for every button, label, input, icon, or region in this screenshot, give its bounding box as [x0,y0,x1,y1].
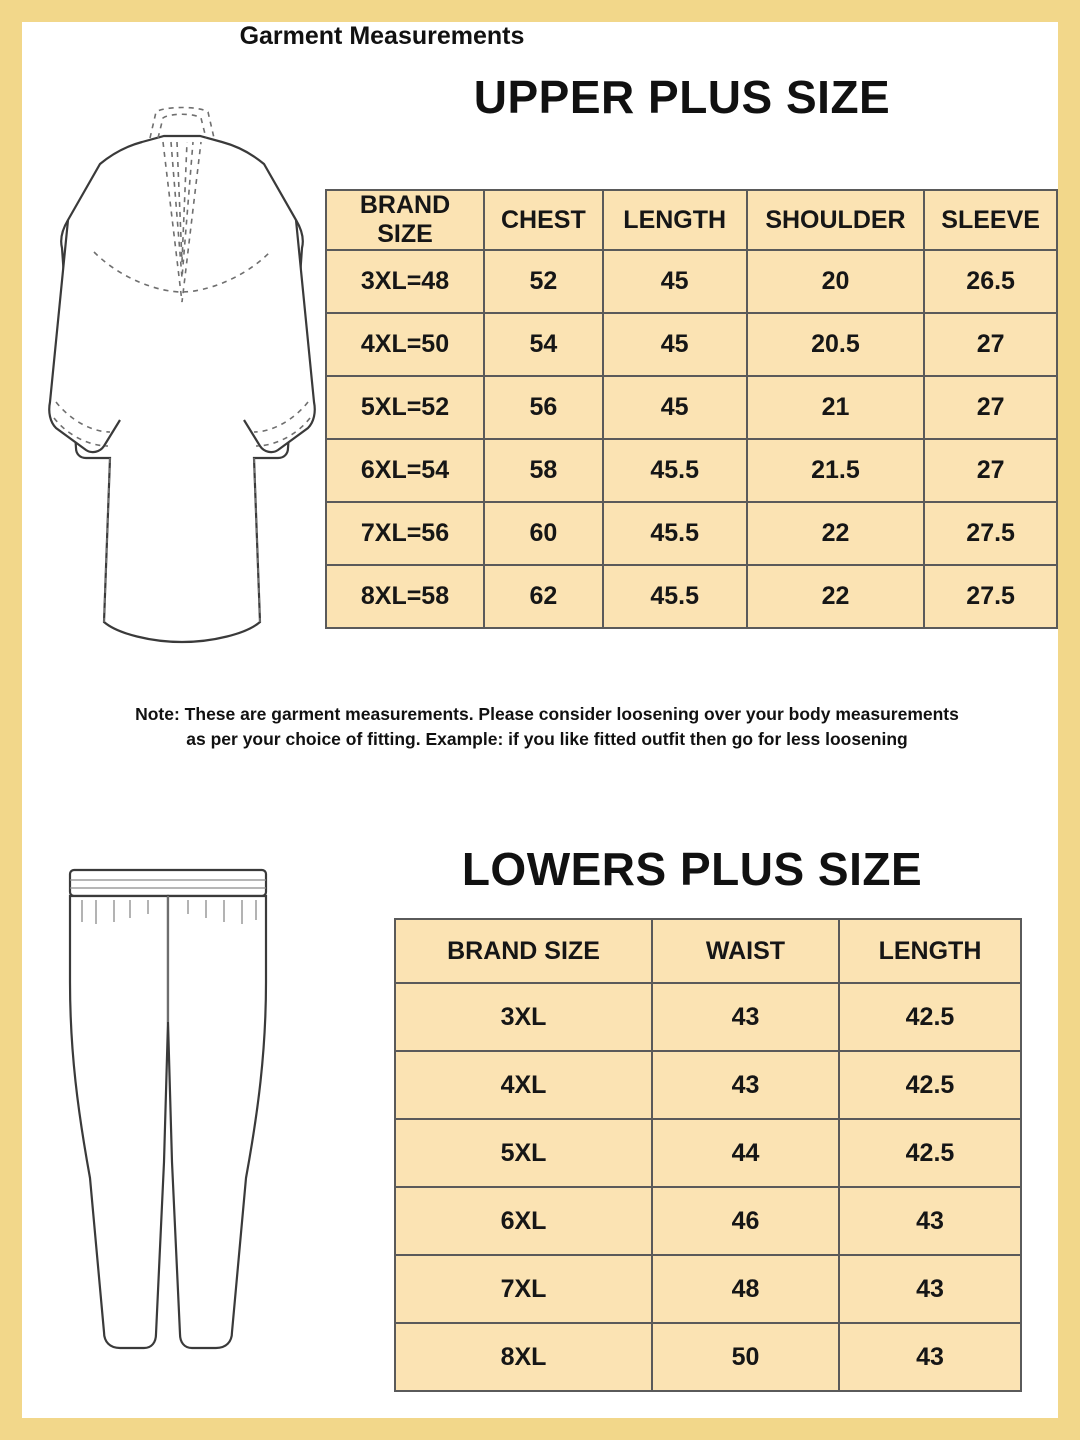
lower-size-table [394,918,1022,1392]
cell-sleeve: 27 [924,313,1057,376]
cell-brand-size: 8XL=58 [326,565,484,628]
cell-length: 43 [839,1323,1021,1391]
cell-brand-size: 7XL [395,1255,652,1323]
column-header-brand-size: BRAND SIZE [326,190,484,250]
cell-sleeve: 27 [924,439,1057,502]
lower-title: LOWERS PLUS SIZE [461,843,923,895]
upper-size-table [325,189,1058,629]
column-header-brand-size: BRAND SIZE [395,919,652,983]
note-line-1: Note: These are garment measurements. Please consider loosening over your body measurements [135,704,959,724]
table-row [326,313,1057,376]
column-header-length: LENGTH [839,919,1021,983]
cell-waist: 43 [652,983,839,1051]
cell-sleeve: 27 [924,376,1057,439]
cell-waist: 48 [652,1255,839,1323]
measurement-note [82,702,1012,753]
upper-title: UPPER PLUS SIZE [473,71,891,123]
cell-waist: 46 [652,1187,839,1255]
table-row [326,376,1057,439]
cell-brand-size: 6XL=54 [326,439,484,502]
pants-illustration [52,862,302,1402]
cell-length: 45.5 [603,565,747,628]
table-row [395,1255,1021,1323]
cell-brand-size: 8XL [395,1323,652,1391]
cell-sleeve: 27.5 [924,502,1057,565]
cell-length: 42.5 [839,1051,1021,1119]
cell-length: 43 [839,1255,1021,1323]
cell-length: 45 [603,376,747,439]
cell-chest: 56 [484,376,603,439]
table-row [326,565,1057,628]
table-row [326,250,1057,313]
table-row [395,1051,1021,1119]
cell-length: 45.5 [603,439,747,502]
cell-length: 43 [839,1187,1021,1255]
table-header-row [326,190,1057,250]
cell-brand-size: 6XL [395,1187,652,1255]
table-header-row [395,919,1021,983]
column-header-shoulder: SHOULDER [747,190,925,250]
cell-length: 45 [603,250,747,313]
column-header-chest: CHEST [484,190,603,250]
cell-chest: 60 [484,502,603,565]
cell-shoulder: 20.5 [747,313,925,376]
cell-waist: 43 [652,1051,839,1119]
table-row [395,1119,1021,1187]
column-header-sleeve: SLEEVE [924,190,1057,250]
size-chart-page [22,22,1058,1418]
cell-chest: 52 [484,250,603,313]
cell-brand-size: 3XL=48 [326,250,484,313]
table-row [395,1187,1021,1255]
table-row [326,439,1057,502]
cell-waist: 50 [652,1323,839,1391]
cell-chest: 58 [484,439,603,502]
cell-waist: 44 [652,1119,839,1187]
cell-length: 42.5 [839,983,1021,1051]
table-row [395,1323,1021,1391]
cell-brand-size: 5XL=52 [326,376,484,439]
cell-brand-size: 4XL [395,1051,652,1119]
cell-shoulder: 21 [747,376,925,439]
cell-sleeve: 26.5 [924,250,1057,313]
note-line-2: as per your choice of fitting. Example: if you like fitted outfit then go for less loosening [186,729,908,750]
cell-length: 45 [603,313,747,376]
cell-length: 45.5 [603,502,747,565]
cell-sleeve: 27.5 [924,565,1057,628]
cell-brand-size: 7XL=56 [326,502,484,565]
cell-brand-size: 4XL=50 [326,313,484,376]
cell-chest: 62 [484,565,603,628]
table-row [326,502,1057,565]
upper-plus-size-section [22,22,1058,762]
cell-brand-size: 5XL [395,1119,652,1187]
cell-shoulder: 22 [747,565,925,628]
cell-length: 42.5 [839,1119,1021,1187]
upper-subtitle: Garment Measurements [239,22,525,50]
cell-shoulder: 21.5 [747,439,925,502]
cell-shoulder: 22 [747,502,925,565]
cell-brand-size: 3XL [395,983,652,1051]
table-row [395,983,1021,1051]
kurta-illustration [32,102,332,662]
cell-shoulder: 20 [747,250,925,313]
column-header-waist: WAIST [652,919,839,983]
column-header-length: LENGTH [603,190,747,250]
cell-chest: 54 [484,313,603,376]
